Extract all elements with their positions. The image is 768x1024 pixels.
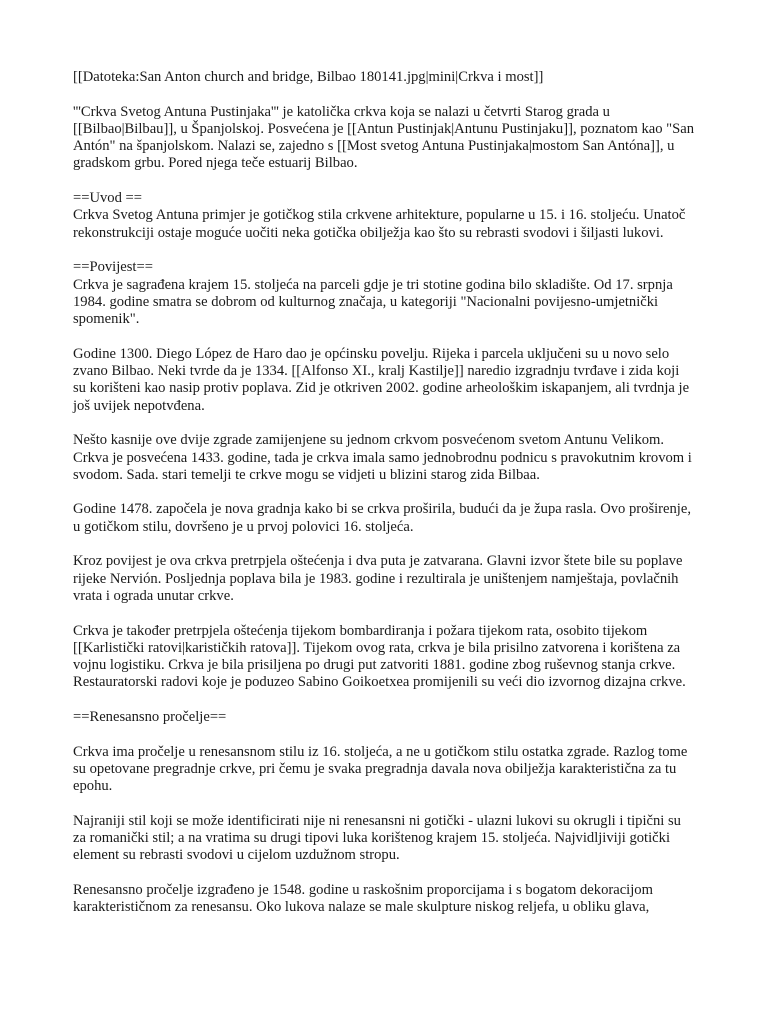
section-povijest: ==Povijest== Crkva je sagrađena krajem 15. stoljeća na parceli gdje je tri stotine godina bilo skladište. Od 17. srpnja 1984. godine smatra se dobrom od kulturnog značaja, u kategoriji "Nacionalni povijesno-umjetnički spomenik".: [73, 259, 673, 328]
paragraph-1478: Godine 1478. započela je nova gradnja kako bi se crkva proširila, budući da je župa rasla. Ovo proširenje, u gotičkom stilu, dovršeno je u prvoj polovici 16. stoljeća.: [73, 501, 691, 535]
paragraph-styles: Najraniji stil koji se može identificirati nije ni renesansni ni gotički - ulazni lukovi su okrugli i tipični su za romanički stil; a na vratima su drugi tipovi luka korištenog krajem 15. stoljeća. Najvidljiviji gotički element su rebrasti svodovi u cijelom uzdužnom stropu.: [73, 812, 681, 864]
paragraph-1433: Nešto kasnije ove dvije zgrade zamijenjene su jednom crkvom posvećenom svetom Antunu Velikom. Crkva je posvećena 1433. godine, tada je crkva imala samo jednobrodnu podnicu s pravokutnim krovom i svodom. Sada. stari temelji te crkve mogu se vidjeti u blizini starog zida Bilbaa.: [73, 432, 692, 483]
paragraph-floods: Kroz povijest je ova crkva pretrpjela oštećenja i dva puta je zatvarana. Glavni izvor štete bile su poplave rijeke Nervión. Posljednja poplava bila je 1983. godine i rezultirala je uništenjem namještaja, povlačnih vrata i ograda unutar crkve.: [73, 553, 683, 604]
document-page: [73, 69, 695, 934]
paragraph-1300: Godine 1300. Diego López de Haro dao je općinsku povelju. Rijeka i parcela uključeni su u novo selo zvano Bilbao. Neki tvrde da je 1334. [[Alfonso XI., kralj Kastilje]] naredio izgradnju tvrđave i zida koji su korišteni kao nasip protiv poplava. Zid je otkriven 2002. godine arheološkim iskapanjem, ali tvrdnja je još uvijek nepotvđena.: [73, 345, 690, 414]
section-renesansno: ==Renesansno pročelje==: [73, 708, 227, 725]
paragraph-facade: Crkva ima pročelje u renesansnom stilu iz 16. stoljeća, a ne u gotičkom stilu ostatka zgrade. Razlog tome su opetovane pregradnje crkve, pri čemu je svaka pregradnja davala nova obilježja karakteristična za tu epohu.: [73, 743, 688, 795]
image-link-line: [[Datoteka:San Anton church and bridge, Bilbao 180141.jpg|mini|Crkva i most]]: [73, 69, 544, 85]
intro-paragraph: '''Crkva Svetog Antuna Pustinjaka''' je katolička crkva koja se nalazi u četvrti Starog grada u [[Bilbao|Bilbau]], u Španjolskoj. Posvećena je [[Antun Pustinjak|Antunu Pustinjaku]], poznatom kao "San Antón" na španjolskom. Nalazi se, zajedno s [[Most svetog Antuna Pustinjaka|mostom San Antóna]], u gradskom grbu. Pored njega teče estuarij Bilbao.: [73, 103, 695, 172]
paragraph-1548: Renesansno pročelje izgrađeno je 1548. godine u raskošnim proporcijama i s bogatom dekoracijom karakterističnom za renesansu. Oko lukova nalaze se male skulpture niskog reljefa, u obliku glava,: [73, 881, 653, 916]
section-uvod: ==Uvod == Crkva Svetog Antuna primjer je gotičkog stila crkvene arhitekture, popularne u 15. i 16. stoljeću. Unatoč rekonstrukciji ostaje moguće uočiti neka gotička obilježja kao što su rebrasti svodovi i šiljasti lukovi.: [73, 190, 686, 241]
paragraph-wars: Crkva je također pretrpjela oštećenja tijekom bombardiranja i požara tijekom rata, osobito tijekom [[Karlistički ratovi|karističkih ratova]]. Tijekom ovog rata, crkva je bila prisilno zatvorena i korištena za vojnu logistiku. Crkva je bila prisiljena po drugi put zatvoriti 1881. godine zbog ruševnog stanja crkve. Restauratorski radovi koje je poduzeo Sabino Goikoetxea promijenili su veći dio izvornog dizajna crkve.: [73, 622, 686, 691]
